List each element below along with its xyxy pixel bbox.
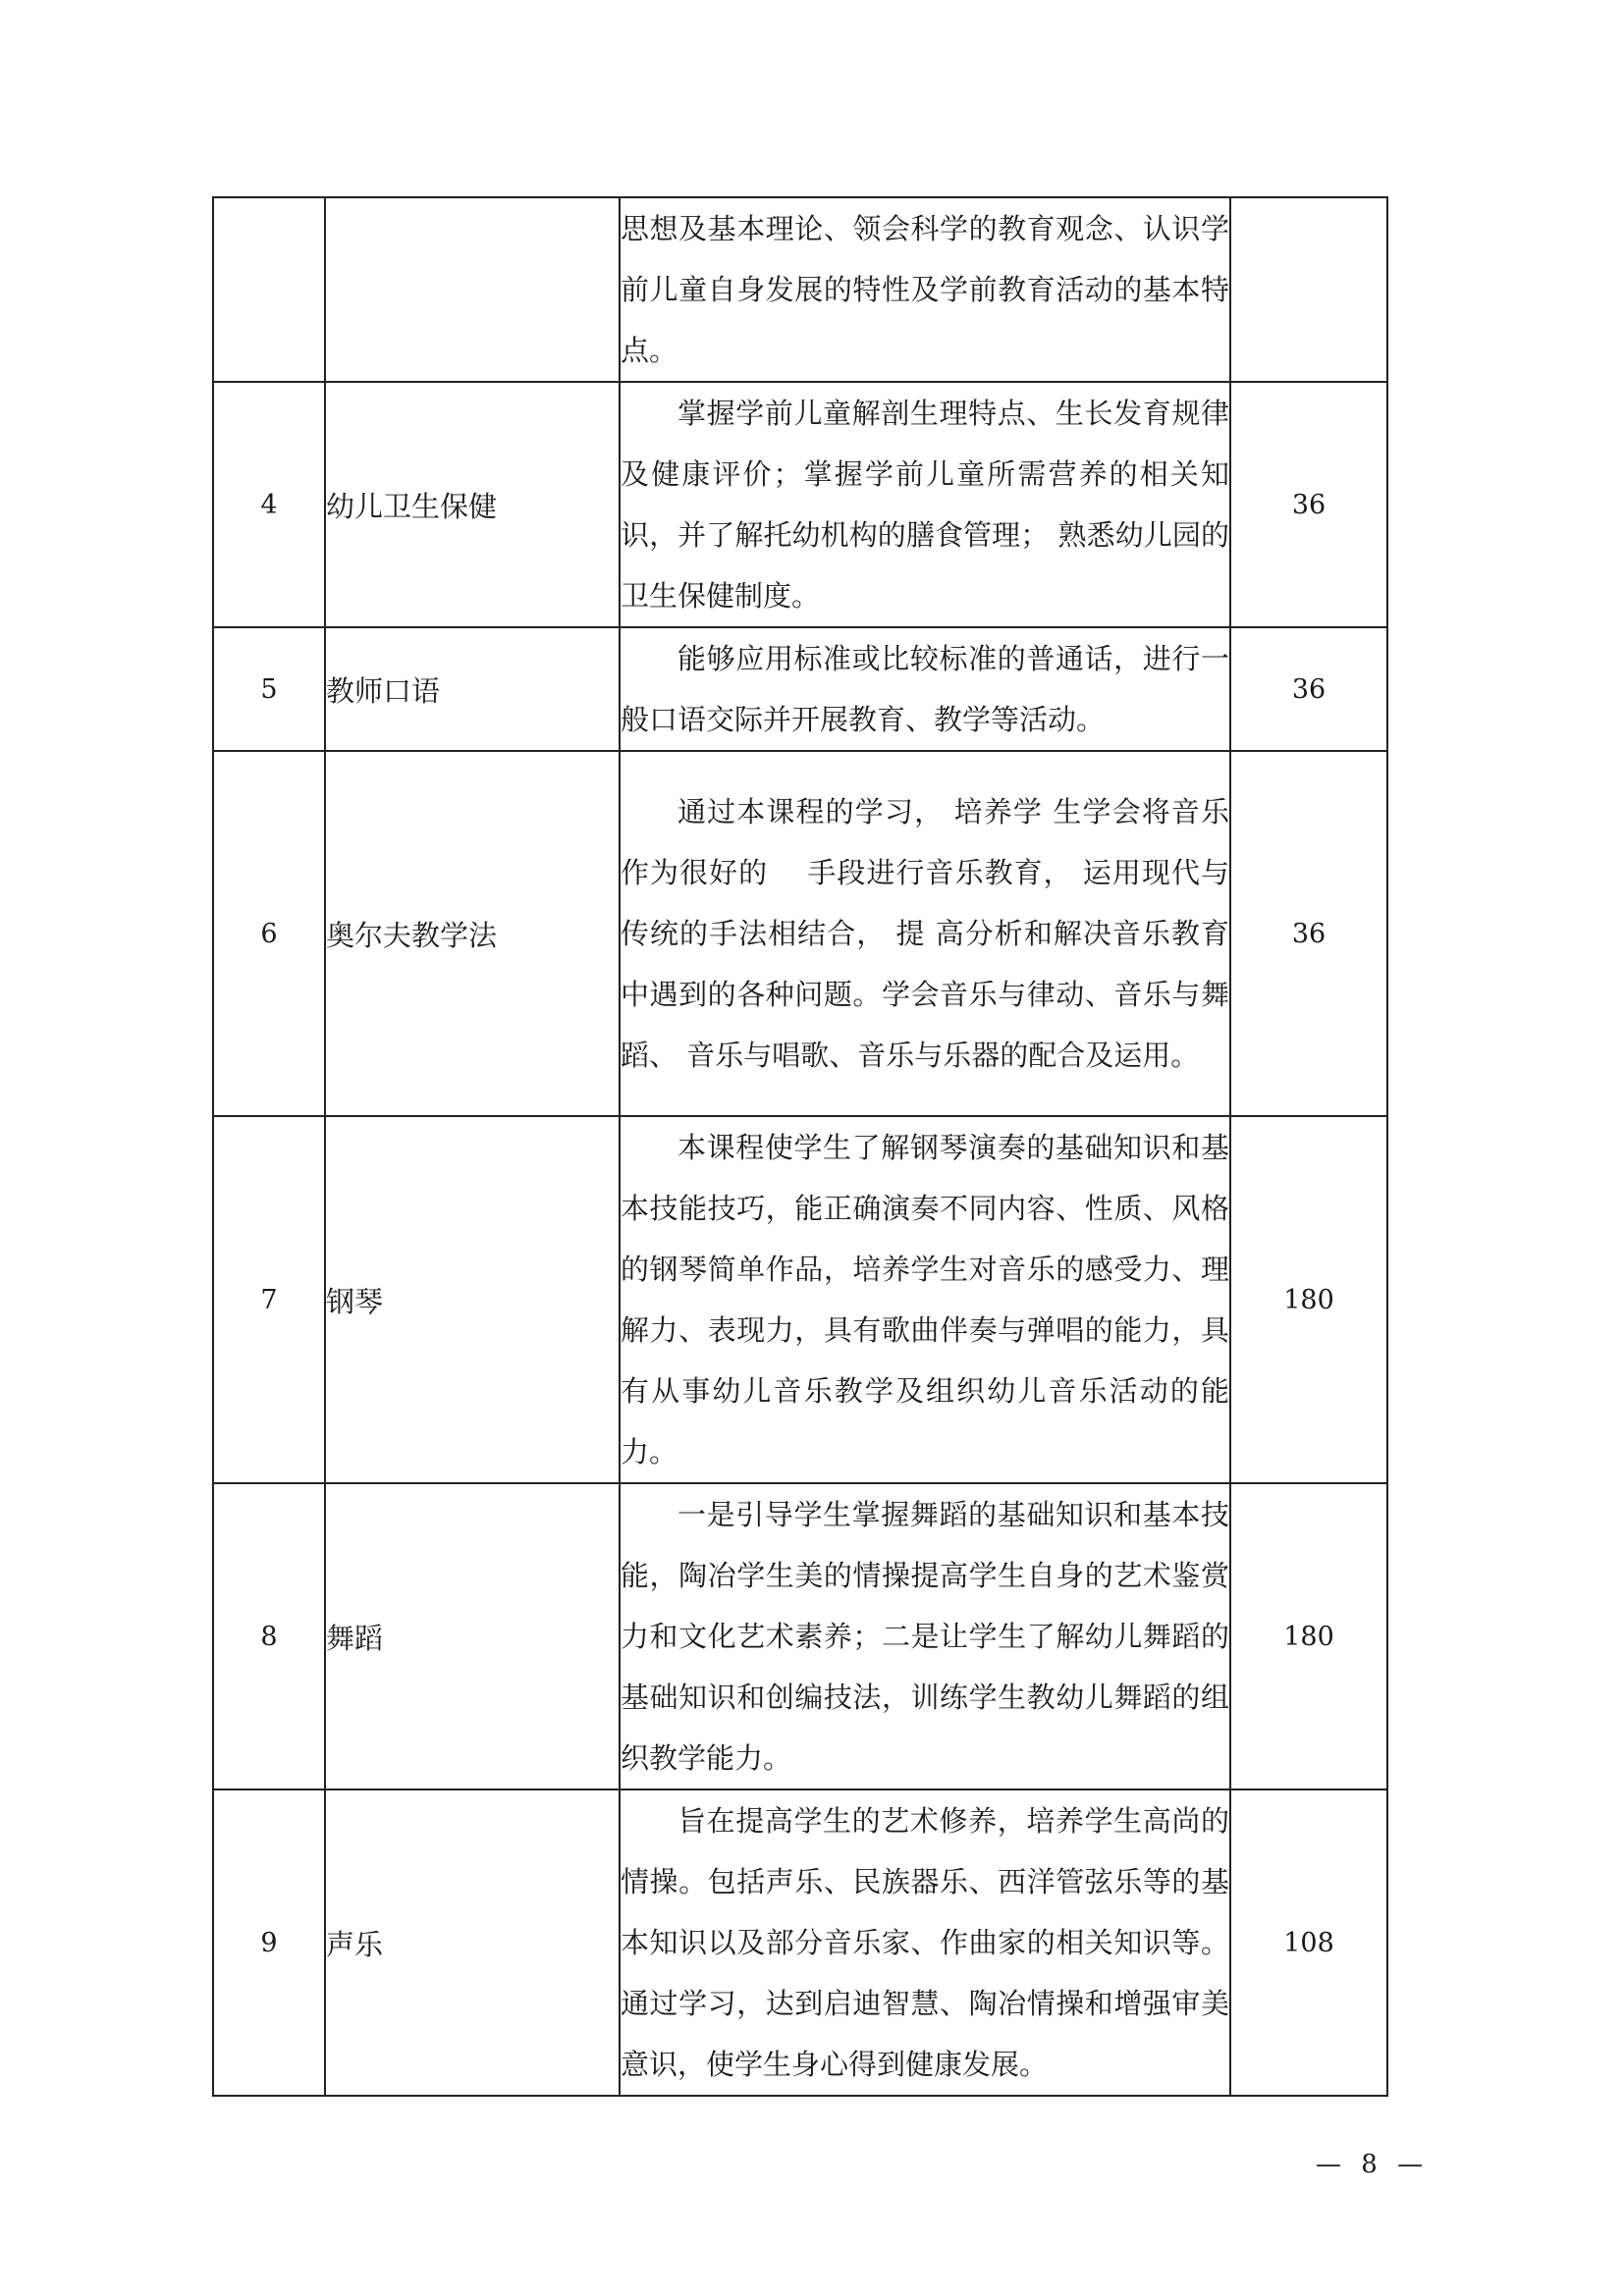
course-hours: 180 [1230, 1116, 1387, 1483]
course-hours: 108 [1230, 1789, 1387, 2096]
course-description-text: 旨在提高学生的艺术修养，培养学生高尚的情操。包括声乐、民族器乐、西洋管弦乐等的基本知识以及部分音乐家、作曲家的相关知识等。通过学习，达到启迪智慧、陶冶情操和增强审美意识，使学生身心得到健康发展。 [621, 1804, 1229, 2081]
course-description-text: 思想及基本理论、领会科学的教育观念、认识学前儿童自身发展的特性及学前教育活动的基本特点。 [621, 212, 1229, 367]
course-hours: 36 [1230, 627, 1387, 751]
table-row [213, 1116, 1387, 1483]
table-row [213, 751, 1387, 1116]
course-description [620, 197, 1230, 382]
course-number: 7 [213, 1116, 325, 1483]
course-number: 9 [213, 1789, 325, 2096]
course-description-text: 掌握学前儿童解剖生理特点、生长发育规律及健康评价；掌握学前儿童所需营养的相关知识，并了解托幼机构的膳食管理； 熟悉幼儿园的卫生保健制度。 [621, 397, 1229, 613]
course-number: 6 [213, 751, 325, 1116]
course-description-text: 一是引导学生掌握舞蹈的基础知识和基本技能，陶冶学生美的情操提高学生自身的艺术鉴赏力和文化艺术素养；二是让学生了解幼儿舞蹈的基础知识和创编技法，训练学生教幼儿舞蹈的组织教学能力。 [621, 1498, 1229, 1775]
course-hours: 36 [1230, 751, 1387, 1116]
course-name: 幼儿卫生保健 [325, 382, 620, 627]
course-number: 8 [213, 1483, 325, 1789]
course-description [620, 382, 1230, 627]
course-name: 奥尔夫教学法 [325, 751, 620, 1116]
course-description [620, 1483, 1230, 1789]
course-description-text: 通过本课程的学习， 培养学 生学会将音乐作为很好的 手段进行音乐教育， 运用现代与传统的手法相结合， 提 高分析和解决音乐教育中遇到的各种问题。学会音乐与律动、音乐与舞蹈、 音乐与唱歌、音乐与乐器的配合及运用。 [621, 795, 1229, 1072]
course-hours: 180 [1230, 1483, 1387, 1789]
course-name: 教师口语 [325, 627, 620, 751]
page-number: — 8 — [1316, 2150, 1430, 2179]
table-row [213, 1483, 1387, 1789]
course-name [325, 197, 620, 382]
table-row [213, 1789, 1387, 2096]
course-number: 4 [213, 382, 325, 627]
table-row [213, 382, 1387, 627]
course-number [213, 197, 325, 382]
course-hours: 36 [1230, 382, 1387, 627]
course-description-text: 能够应用标准或比较标准的普通话，进行一般口语交际并开展教育、教学等活动。 [621, 642, 1229, 736]
course-description-text: 本课程使学生了解钢琴演奏的基础知识和基本技能技巧，能正确演奏不同内容、性质、风格的钢琴简单作品，培养学生对音乐的感受力、理解力、表现力，具有歌曲伴奏与弹唱的能力，具有从事幼儿音乐教学及组织幼儿音乐活动的能力。 [621, 1131, 1229, 1468]
course-number: 5 [213, 627, 325, 751]
course-table [212, 196, 1388, 2097]
course-description [620, 1789, 1230, 2096]
course-name: 声乐 [325, 1789, 620, 2096]
table-row [213, 197, 1387, 382]
course-description [620, 1116, 1230, 1483]
course-description [620, 627, 1230, 751]
course-description [620, 751, 1230, 1116]
table-row [213, 627, 1387, 751]
course-name: 钢琴 [325, 1116, 620, 1483]
course-hours [1230, 197, 1387, 382]
course-name: 舞蹈 [325, 1483, 620, 1789]
